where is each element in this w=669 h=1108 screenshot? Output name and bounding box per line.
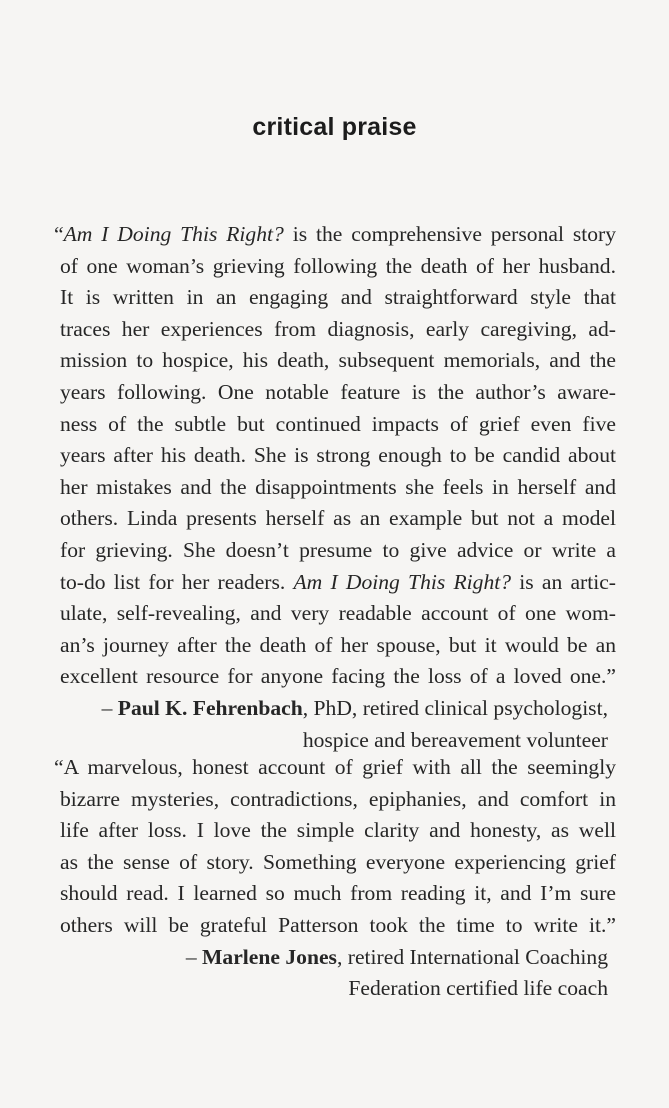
- quote-line: years after his death. She is strong enough to be candid about: [60, 443, 616, 468]
- quote-line: traces her experiences from diagnosis, early caregiving, ad-: [60, 316, 616, 341]
- attribution-credentials: hospice and bereavement volunteer: [302, 727, 608, 752]
- quote-line: “Am I Doing This Right? is the comprehensive personal story: [54, 222, 617, 246]
- attribution-name: Marlene Jones: [202, 944, 337, 969]
- quote-line: mission to hospice, his death, subsequent memorials, and the: [60, 348, 616, 373]
- quote-line: her mistakes and the disappointments she feels in herself and: [60, 474, 616, 499]
- quote-line: “A marvelous, honest account of grief with all the seemingly: [54, 755, 616, 779]
- attribution: – Marlene Jones, retired International Coaching: [185, 944, 608, 969]
- quote-line: an’s journey after the death of her spouse, but it would be an: [60, 632, 616, 657]
- quote-line: as the sense of story. Something everyone experiencing grief: [60, 849, 616, 874]
- quote-line: years following. One notable feature is the author’s aware-: [60, 379, 616, 404]
- page-title: critical praise: [252, 113, 417, 141]
- quote-line: others. Linda presents herself as an example but not a model: [60, 506, 616, 531]
- praise-quote-2: [54, 752, 616, 1005]
- quote-line: ulate, self-revealing, and very readable account of one wom-: [60, 601, 616, 626]
- quote-line: ness of the subtle but continued impacts of grief even five: [60, 411, 616, 436]
- attribution: – Paul K. Fehrenbach, PhD, retired clinical psychologist,: [101, 695, 608, 720]
- quote-line: should read. I learned so much from reading it, and I’m sure: [60, 881, 616, 906]
- attribution-credentials: Federation certified life coach: [348, 976, 608, 1001]
- quote-line: to-do list for her readers. Am I Doing This Right? is an artic-: [60, 569, 616, 594]
- quote-line: others will be grateful Patterson took the time to write it.”: [60, 912, 616, 937]
- quote-line: It is written in an engaging and straightforward style that: [60, 285, 616, 310]
- quote-line: excellent resource for anyone facing the loss of a loved one.”: [60, 664, 616, 689]
- attribution-name: Paul K. Fehrenbach: [117, 695, 303, 720]
- praise-quote-1: [54, 219, 617, 756]
- quote-line: for grieving. She doesn’t presume to give advice or write a: [60, 537, 616, 562]
- quote-line: life after loss. I love the simple clarity and honesty, as well: [60, 818, 616, 843]
- quote-line: bizarre mysteries, contradictions, epiphanies, and comfort in: [60, 786, 616, 811]
- quote-line: of one woman’s grieving following the death of her husband.: [60, 253, 616, 278]
